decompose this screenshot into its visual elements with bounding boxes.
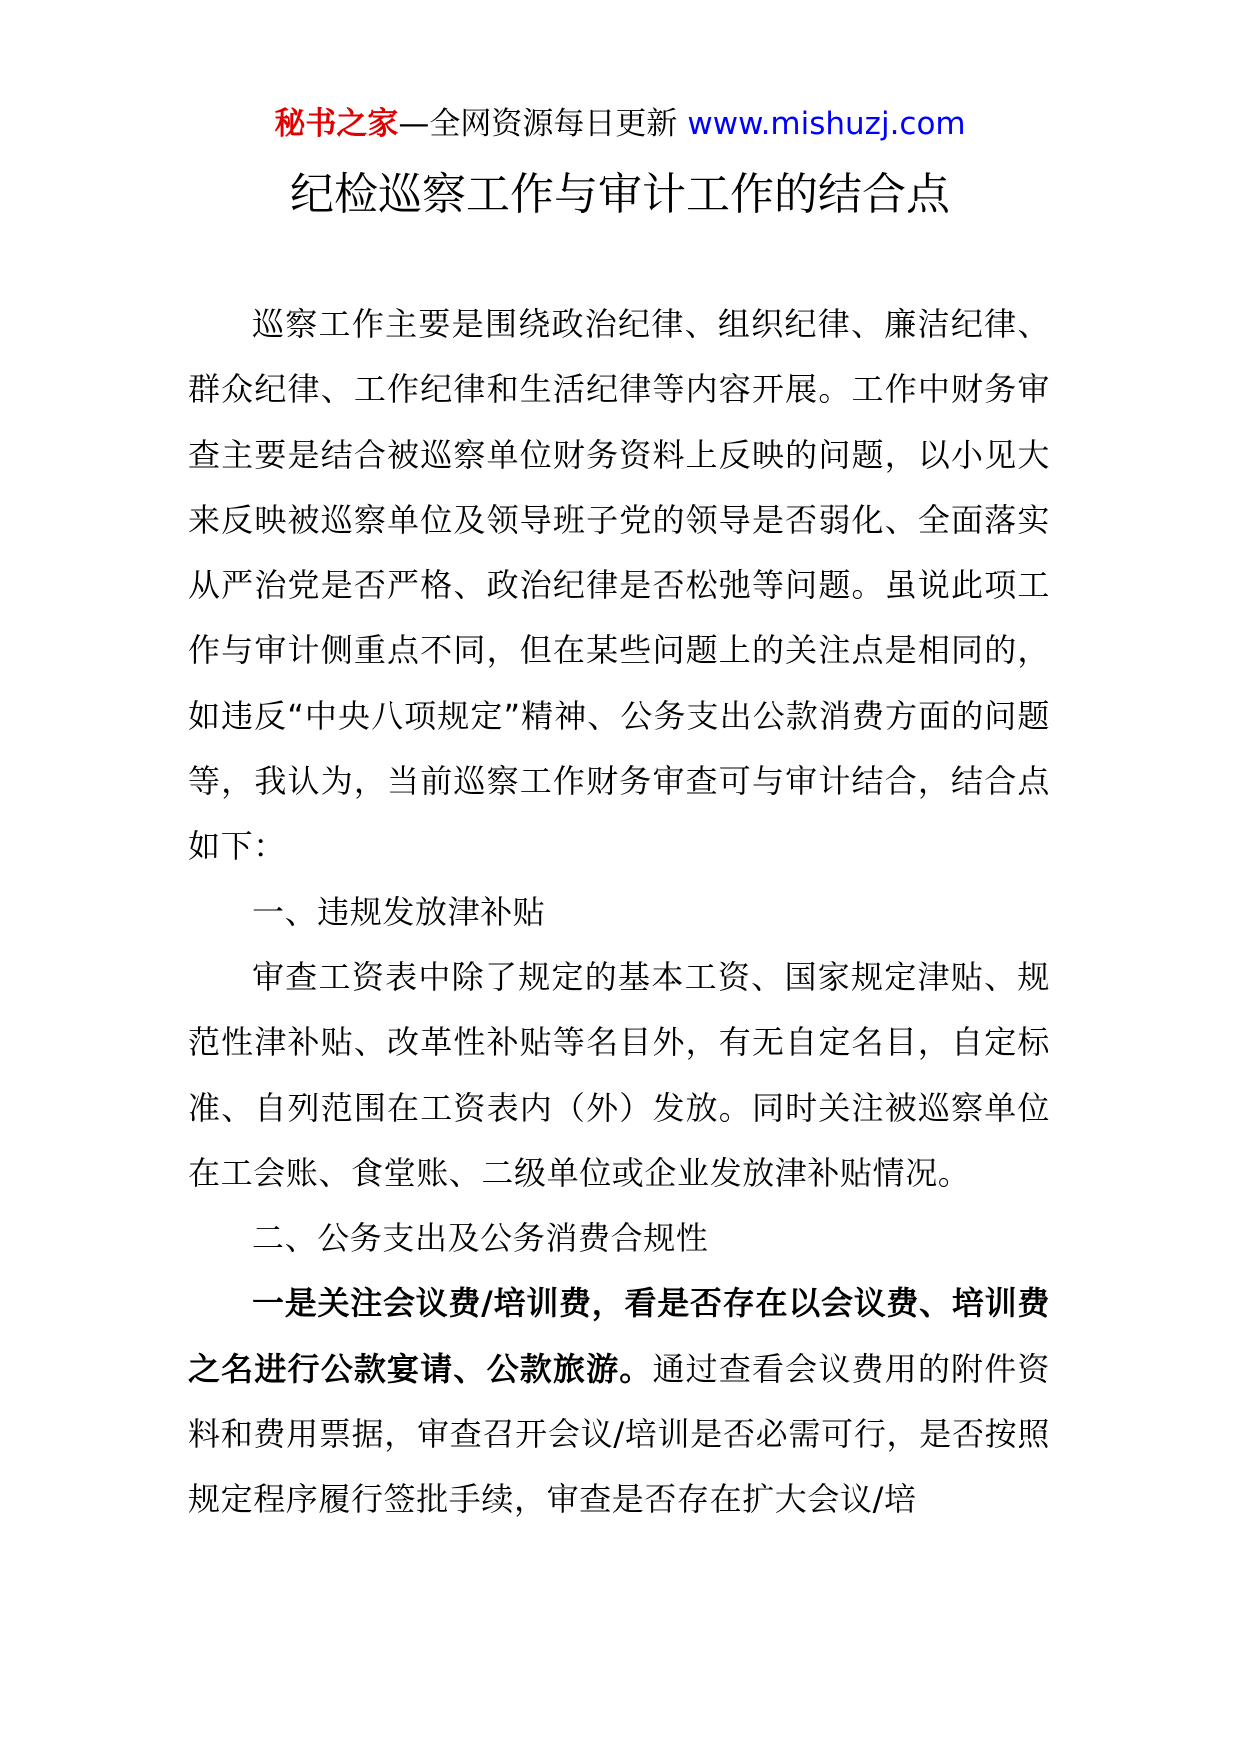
site-tagline: —全网资源每日更新 <box>398 106 678 142</box>
site-url-link[interactable]: www.mishuzj.com <box>687 106 966 142</box>
site-header <box>0 100 1240 148</box>
section-2-paragraph <box>188 1271 1050 1532</box>
paragraph-continuation: 通过查看会议费用的附件资料和费用票据，审查召开会议/培训是否必需可行，是否按照规定程序履行签批手续，审查是否存在扩大会议/培 <box>188 1349 1051 1519</box>
section-1-paragraph: 审查工资表中除了规定的基本工资、国家规定津贴、规范性津补贴、改革性补贴等名目外，有无自定名目，自定标准、自列范围在工资表内（外）发放。同时关注被巡察单位在工会账、食堂账、二级单位或企业发放津补贴情况。 <box>188 957 1050 1192</box>
intro-paragraph: 巡察工作主要是围绕政治纪律、组织纪律、廉洁纪律、群众纪律、工作纪律和生活纪律等内容开展。工作中财务审查主要是结合被巡察单位财务资料上反映的问题，以小见大来反映被巡察单位及领导班子党的领导是否弱化、全面落实从严治党是否严格、政治纪律是否松弛等问题。虽说此项工作与审计侧重点不同，但在某些问题上的关注点是相同的，如违反“中央八项规定”精神、公务支出公款消费方面的问题等，我认为，当前巡察工作财务审查可与审计结合，结合点如下： <box>188 305 1050 866</box>
document-body <box>188 292 1050 1533</box>
document-title: 纪检巡察工作与审计工作的结合点 <box>290 169 950 220</box>
bold-lead-sentence: 一是关注会议费/培训费，看是否存在以会议费、培训费之名进行公款宴请、公款旅游。 <box>188 1284 1050 1388</box>
section-heading-2: 二、公务支出及公务消费合规性 <box>252 1219 709 1258</box>
section-heading-1: 一、违规发放津补贴 <box>252 892 546 931</box>
site-brand: 秘书之家 <box>274 106 399 142</box>
